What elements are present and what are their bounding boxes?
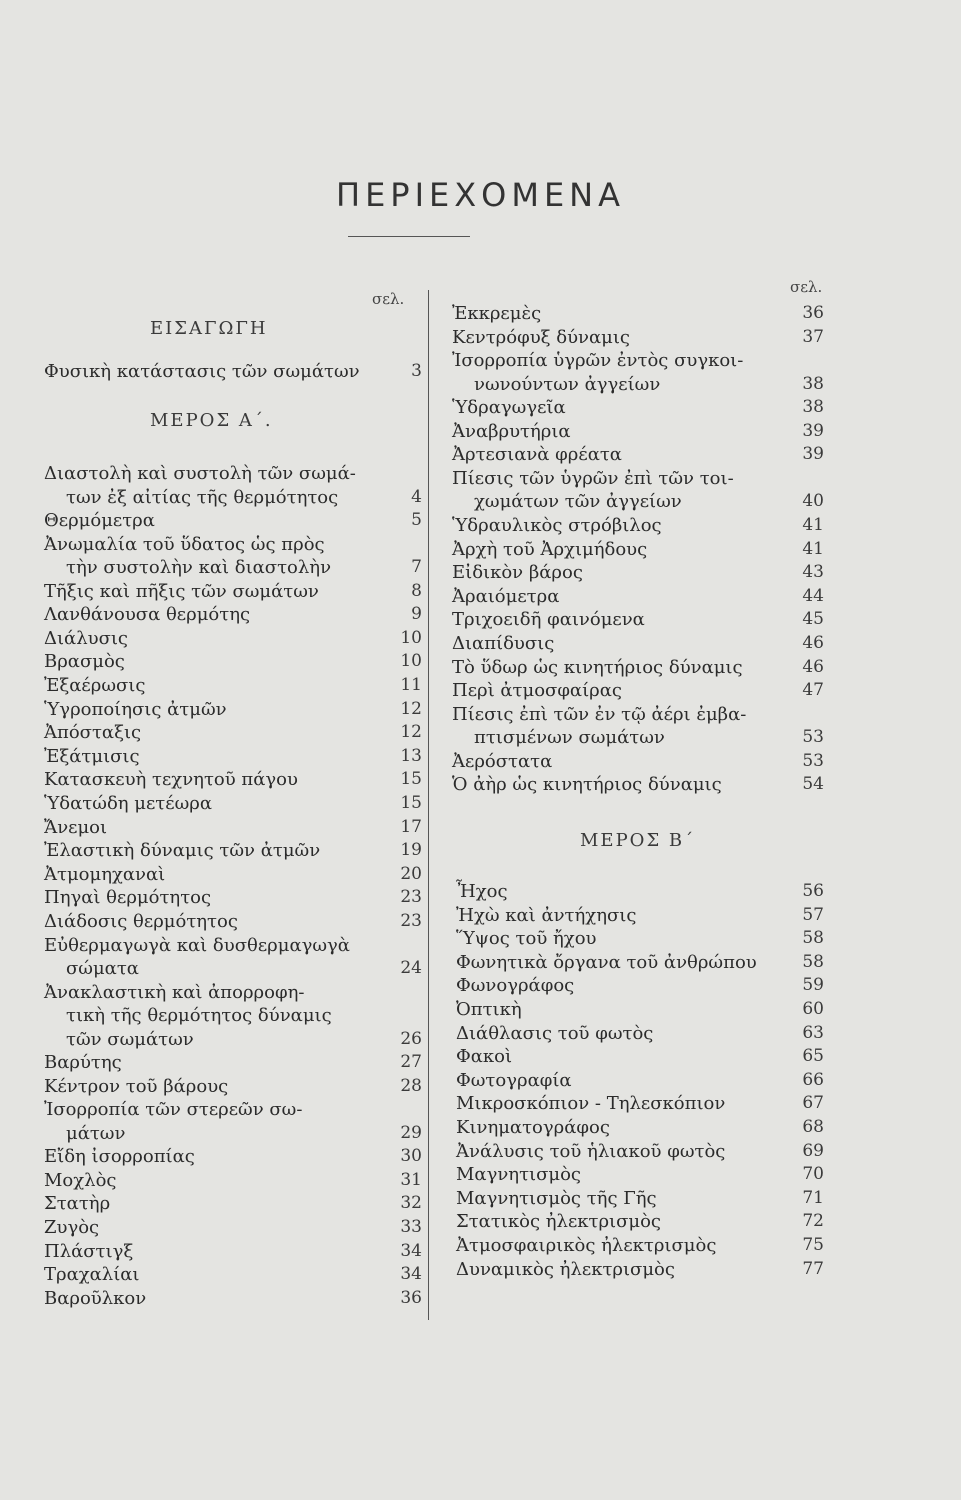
toc-entry bbox=[44, 698, 422, 722]
toc-entry-title: Ἐξάτμισις bbox=[44, 745, 140, 767]
toc-entry-title: Ἐλαστικὴ δύναμις τῶν ἀτμῶν bbox=[44, 840, 321, 862]
intro-list bbox=[44, 360, 422, 384]
toc-entry-title-line-1: Διαστολὴ καὶ συστολὴ τῶν σωμά- bbox=[44, 463, 356, 484]
toc-entry bbox=[44, 768, 422, 792]
toc-entry-page: 38 bbox=[802, 397, 824, 418]
toc-entry-title: Τριχοειδῆ φαινόμενα bbox=[452, 609, 645, 631]
toc-entry-page: 15 bbox=[400, 769, 422, 790]
toc-entry bbox=[44, 360, 422, 384]
toc-entry-title: Μοχλὸς bbox=[44, 1169, 117, 1191]
toc-entry-page: 36 bbox=[400, 1287, 422, 1308]
toc-entry-title: Βαροῦλκον bbox=[44, 1287, 147, 1309]
toc-entry-title: Ἀνάλυσις τοῦ ἡλιακοῦ φωτὸς bbox=[456, 1140, 726, 1162]
toc-entry-title-line-3: τῶν σωμάτων bbox=[66, 1028, 194, 1050]
toc-entry-page: 70 bbox=[802, 1164, 824, 1185]
toc-entry-title: Κέντρον τοῦ βάρους bbox=[44, 1075, 229, 1097]
toc-entry-title: Δυναμικὸς ἠλεκτρισμὸς bbox=[456, 1258, 675, 1280]
toc-entry-page: 37 bbox=[802, 326, 824, 347]
toc-entry bbox=[456, 1022, 824, 1046]
toc-entry-title: Ἦχος bbox=[456, 881, 508, 902]
right-toc-list-b bbox=[456, 880, 824, 1281]
toc-entry bbox=[44, 462, 422, 509]
toc-entry bbox=[452, 703, 824, 750]
toc-entry-title: Ὁ ἀὴρ ὡς κινητήριος δύναμις bbox=[452, 774, 722, 796]
toc-entry bbox=[44, 910, 422, 934]
toc-entry bbox=[456, 1258, 824, 1282]
toc-entry-page: 26 bbox=[400, 1028, 422, 1049]
toc-entry bbox=[456, 974, 824, 998]
toc-entry-page: 58 bbox=[802, 951, 824, 972]
toc-entry-title: Κατασκευὴ τεχνητοῦ πάγου bbox=[44, 769, 298, 791]
toc-entry-title-line-2: μάτων bbox=[66, 1122, 126, 1144]
toc-entry bbox=[456, 1116, 824, 1140]
toc-entry-title: Μαγνητισμὸς bbox=[456, 1164, 581, 1186]
toc-entry-page: 7 bbox=[411, 557, 422, 578]
toc-entry-title: Ὑγροποίησις ἀτμῶν bbox=[44, 698, 227, 720]
toc-entry-title: Φωτογραφία bbox=[456, 1069, 572, 1091]
toc-entry-page: 15 bbox=[400, 793, 422, 814]
toc-entry bbox=[456, 904, 824, 928]
toc-entry bbox=[456, 927, 824, 951]
toc-entry bbox=[452, 585, 824, 609]
toc-entry-page: 43 bbox=[802, 562, 824, 583]
toc-entry-page: 39 bbox=[802, 444, 824, 465]
toc-entry-page: 4 bbox=[411, 486, 422, 507]
toc-entry-title: Περὶ ἀτμοσφαίρας bbox=[452, 680, 622, 702]
toc-entry bbox=[456, 880, 824, 904]
column-divider bbox=[428, 290, 429, 1320]
toc-entry-page: 30 bbox=[400, 1146, 422, 1167]
toc-entry-title-line-1: Ἀνακλαστικὴ καὶ ἀπορροφη- bbox=[44, 981, 305, 1003]
toc-entry bbox=[452, 443, 824, 467]
toc-entry-title: Διάδοσις θερμότητος bbox=[44, 910, 238, 932]
toc-entry bbox=[456, 1163, 824, 1187]
toc-entry-title: Ὕψος τοῦ ἤχου bbox=[456, 928, 597, 950]
toc-entry bbox=[44, 1216, 422, 1240]
toc-entry-title-line-2: των ἐξ αἰτίας τῆς θερμότητος bbox=[66, 486, 339, 508]
toc-entry-title: Βαρύτης bbox=[44, 1052, 122, 1073]
toc-entry bbox=[456, 951, 824, 975]
toc-entry-page: 38 bbox=[802, 373, 824, 394]
toc-entry bbox=[44, 533, 422, 580]
toc-entry-page: 39 bbox=[802, 420, 824, 441]
toc-entry-page: 66 bbox=[802, 1069, 824, 1090]
toc-entry bbox=[44, 1051, 422, 1075]
toc-entry bbox=[44, 580, 422, 604]
toc-entry bbox=[44, 934, 422, 981]
toc-entry-title-line-1: Ἀνωμαλία τοῦ ὕδατος ὡς πρὸς bbox=[44, 533, 325, 555]
toc-entry bbox=[452, 538, 824, 562]
toc-entry bbox=[44, 1098, 422, 1145]
toc-entry-title: Μαγνητισμὸς τῆς Γῆς bbox=[456, 1187, 657, 1209]
toc-entry bbox=[44, 745, 422, 769]
toc-entry-title: Ἀρτεσιανὰ φρέατα bbox=[452, 444, 622, 466]
toc-entry-title-line-2: χωμάτων τῶν ἀγγείων bbox=[474, 491, 682, 513]
toc-entry-title-line-2: νωνούντων ἀγγείων bbox=[474, 373, 661, 395]
toc-entry-title: Ἀρχὴ τοῦ Ἀρχιμήδους bbox=[452, 538, 648, 560]
toc-entry-title: Λανθάνουσα θερμότης bbox=[44, 604, 251, 626]
part-a-heading: ΜΕΡΟΣ Α΄. bbox=[150, 410, 273, 431]
toc-entry-title: Μικροσκόπιον - Τηλεσκόπιον bbox=[456, 1093, 726, 1115]
toc-entry-page: 46 bbox=[802, 633, 824, 654]
toc-entry-page: 68 bbox=[802, 1117, 824, 1138]
toc-entry-page: 8 bbox=[411, 580, 422, 601]
page-title: ΠΕΡΙΕΧΟΜΕΝΑ bbox=[336, 176, 625, 214]
toc-entry-page: 65 bbox=[802, 1046, 824, 1067]
toc-entry-title: Φωνογράφος bbox=[456, 975, 575, 997]
toc-entry-page: 23 bbox=[400, 887, 422, 908]
toc-entry bbox=[452, 679, 824, 703]
right-toc-list-a bbox=[452, 302, 824, 797]
toc-entry bbox=[44, 721, 422, 745]
toc-entry-title: Ἄνεμοι bbox=[44, 816, 108, 838]
toc-entry-page: 58 bbox=[802, 928, 824, 949]
toc-entry-title: Φωνητικὰ ὄργανα τοῦ ἀνθρώπου bbox=[456, 951, 757, 973]
toc-entry-title-line-1: Πίεσις ἐπὶ τῶν ἐν τῷ ἀέρι ἐμβα- bbox=[452, 703, 747, 725]
toc-entry-title-line-2: σώματα bbox=[66, 958, 139, 979]
toc-entry-page: 75 bbox=[802, 1235, 824, 1255]
toc-entry-title: Ζυγὸς bbox=[44, 1216, 100, 1238]
toc-entry bbox=[456, 1069, 824, 1093]
toc-entry-page: 36 bbox=[802, 303, 824, 324]
toc-entry-page: 28 bbox=[400, 1075, 422, 1096]
toc-entry-title: Ὑδατώδη μετέωρα bbox=[44, 792, 213, 814]
toc-entry bbox=[44, 1169, 422, 1193]
toc-entry bbox=[44, 650, 422, 674]
toc-entry-title: Ἀτμοσφαιρικὸς ἠλεκτρισμὸς bbox=[456, 1234, 717, 1256]
toc-entry-title: Ἀπόσταξις bbox=[44, 722, 142, 744]
toc-entry-title-line-1: Ἰσορροπία τῶν στερεῶν σω- bbox=[44, 1099, 303, 1121]
toc-entry-title-line-1: Ἰσορροπία ὑγρῶν ἐντὸς συγκοι- bbox=[452, 350, 744, 372]
toc-entry bbox=[44, 674, 422, 698]
toc-entry-title: Τὸ ὕδωρ ὡς κινητήριος δύναμις bbox=[452, 656, 743, 678]
toc-entry-page: 32 bbox=[400, 1193, 422, 1214]
toc-entry bbox=[456, 1210, 824, 1234]
toc-entry-page: 5 bbox=[411, 510, 422, 531]
toc-entry-page: 45 bbox=[802, 609, 824, 630]
toc-entry-page: 69 bbox=[802, 1140, 824, 1161]
toc-entry bbox=[44, 981, 422, 1052]
toc-entry-page: 31 bbox=[400, 1169, 422, 1190]
toc-entry-page: 77 bbox=[802, 1258, 824, 1279]
toc-entry-page: 20 bbox=[400, 863, 422, 884]
toc-entry-title: Ἀερόστατα bbox=[452, 750, 553, 772]
toc-entry-title: Κεντρόφυξ δύναμις bbox=[452, 326, 630, 348]
toc-entry bbox=[452, 632, 824, 656]
toc-entry-title-line-1: Πίεσις τῶν ὑγρῶν ἐπὶ τῶν τοι- bbox=[452, 467, 734, 489]
toc-entry-page: 46 bbox=[802, 656, 824, 677]
toc-entry-title: Εἴδη ἰσορροπίας bbox=[44, 1146, 195, 1168]
toc-entry-title: Τῆξις καὶ πῆξις τῶν σωμάτων bbox=[44, 580, 319, 602]
toc-entry-page: 34 bbox=[400, 1240, 422, 1261]
intro-heading: ΕΙΣΑΓΩΓΗ bbox=[150, 318, 268, 339]
toc-entry-title: Ἀναβρυτήρια bbox=[452, 420, 571, 442]
toc-entry bbox=[44, 603, 422, 627]
toc-entry-page: 44 bbox=[802, 585, 824, 606]
toc-entry bbox=[452, 514, 824, 538]
toc-entry-title: Στατικὸς ἠλεκτρισμὸς bbox=[456, 1211, 662, 1233]
toc-entry-page: 41 bbox=[802, 515, 824, 536]
toc-entry-page: 56 bbox=[802, 881, 824, 902]
toc-entry-page: 53 bbox=[802, 750, 824, 771]
toc-entry-page: 53 bbox=[802, 727, 824, 748]
toc-entry bbox=[44, 509, 422, 533]
toc-entry-page: 41 bbox=[802, 538, 824, 559]
toc-entry-page: 12 bbox=[400, 698, 422, 719]
toc-entry-page: 13 bbox=[400, 745, 422, 766]
left-toc-list bbox=[44, 462, 422, 1310]
toc-entry-title: Φακοὶ bbox=[456, 1046, 513, 1068]
toc-entry-title-line-2: τικὴ τῆς θερμότητος δύναμις bbox=[66, 1005, 332, 1026]
toc-entry bbox=[44, 1145, 422, 1169]
toc-entry-title: Πλάστιγξ bbox=[44, 1240, 134, 1262]
toc-entry bbox=[452, 326, 824, 350]
toc-entry bbox=[456, 1140, 824, 1164]
toc-entry bbox=[44, 1287, 422, 1311]
toc-entry-title: Ὑδραγωγεῖα bbox=[452, 397, 566, 419]
toc-entry-title: Κινηματογράφος bbox=[456, 1116, 610, 1138]
toc-entry-page: 34 bbox=[400, 1264, 422, 1285]
toc-entry-title: Τραχαλίαι bbox=[44, 1264, 140, 1286]
toc-entry-title: Ἀτμομηχαναὶ bbox=[44, 863, 166, 885]
toc-entry bbox=[44, 1263, 422, 1287]
toc-entry-page: 40 bbox=[802, 491, 824, 512]
toc-entry bbox=[44, 1192, 422, 1216]
toc-entry bbox=[456, 1045, 824, 1069]
toc-entry-page: 33 bbox=[400, 1217, 422, 1238]
toc-entry-title: Ἐξαέρωσις bbox=[44, 674, 146, 696]
toc-entry-page: 23 bbox=[400, 911, 422, 931]
toc-entry-page: 17 bbox=[400, 816, 422, 837]
part-b-heading: ΜΕΡΟΣ Β΄ bbox=[580, 830, 696, 851]
toc-entry-page: 10 bbox=[400, 651, 422, 672]
toc-entry bbox=[44, 863, 422, 887]
toc-entry-title: Διάθλασις τοῦ φωτὸς bbox=[456, 1022, 654, 1044]
toc-entry bbox=[44, 816, 422, 840]
toc-entry-title: Ἐκκρεμὲς bbox=[452, 303, 542, 324]
toc-entry-title: Βρασμὸς bbox=[44, 651, 125, 673]
toc-entry bbox=[452, 302, 824, 326]
toc-entry-page: 72 bbox=[802, 1211, 824, 1232]
toc-entry-title-line-2: πτισμένων σωμάτων bbox=[474, 727, 665, 749]
toc-entry-title: Στατὴρ bbox=[44, 1193, 111, 1215]
toc-entry bbox=[44, 792, 422, 816]
toc-entry-page: 59 bbox=[802, 975, 824, 996]
toc-entry bbox=[44, 886, 422, 910]
toc-entry-page: 12 bbox=[400, 722, 422, 743]
toc-entry-title: Πηγαὶ θερμότητος bbox=[44, 887, 212, 909]
toc-entry-page: 9 bbox=[411, 604, 422, 625]
toc-entry-page: 10 bbox=[400, 627, 422, 648]
page-label-left: σελ. bbox=[372, 290, 405, 308]
toc-entry bbox=[452, 396, 824, 420]
toc-entry-title: Διάλυσις bbox=[44, 627, 128, 649]
toc-entry bbox=[44, 627, 422, 651]
toc-entry-title: Ἠχὼ καὶ ἀντήχησις bbox=[456, 904, 637, 926]
toc-entry bbox=[456, 1092, 824, 1116]
toc-entry-page: 63 bbox=[802, 1022, 824, 1043]
toc-entry-page: 47 bbox=[802, 680, 824, 701]
toc-entry bbox=[452, 467, 824, 514]
toc-entry-title: Εἰδικὸν βάρος bbox=[452, 562, 583, 584]
toc-entry bbox=[452, 420, 824, 444]
toc-entry bbox=[44, 1240, 422, 1264]
toc-entry bbox=[452, 349, 824, 396]
toc-entry bbox=[452, 773, 824, 797]
toc-entry bbox=[452, 561, 824, 585]
toc-entry-title-line-1: Εὐθερμαγωγὰ καὶ δυσθερμαγωγὰ bbox=[44, 934, 350, 956]
toc-entry-page: 54 bbox=[802, 774, 824, 795]
toc-entry-page: 24 bbox=[400, 958, 422, 978]
toc-entry bbox=[44, 1075, 422, 1099]
toc-entry-title: Διαπίδυσις bbox=[452, 632, 555, 654]
toc-entry-page: 11 bbox=[400, 675, 422, 696]
toc-entry-page: 27 bbox=[400, 1052, 422, 1073]
toc-entry-title: Φυσικὴ κατάστασις τῶν σωμάτων bbox=[44, 361, 360, 382]
toc-entry-page: 29 bbox=[400, 1122, 422, 1143]
toc-entry-page: 71 bbox=[802, 1187, 824, 1208]
toc-entry-page: 67 bbox=[802, 1093, 824, 1114]
toc-entry bbox=[452, 750, 824, 774]
toc-entry bbox=[456, 998, 824, 1022]
toc-entry-page: 57 bbox=[802, 904, 824, 925]
toc-entry bbox=[456, 1187, 824, 1211]
toc-entry-title: Θερμόμετρα bbox=[44, 510, 155, 531]
page-label-right: σελ. bbox=[790, 278, 823, 296]
toc-entry-title: Ὑδραυλικὸς στρόβιλος bbox=[452, 514, 662, 536]
toc-entry-page: 3 bbox=[411, 361, 422, 382]
toc-entry-page: 60 bbox=[802, 999, 824, 1020]
title-underline bbox=[348, 236, 470, 237]
toc-entry bbox=[456, 1234, 824, 1258]
toc-entry bbox=[452, 608, 824, 632]
toc-entry-page: 19 bbox=[400, 840, 422, 861]
toc-entry-title: Ὀπτικὴ bbox=[456, 998, 522, 1020]
toc-entry bbox=[44, 839, 422, 863]
toc-entry-title-line-2: τὴν συστολὴν καὶ διαστολὴν bbox=[66, 557, 332, 579]
toc-entry-title: Ἀραιόμετρα bbox=[452, 585, 560, 607]
toc-entry bbox=[452, 656, 824, 680]
